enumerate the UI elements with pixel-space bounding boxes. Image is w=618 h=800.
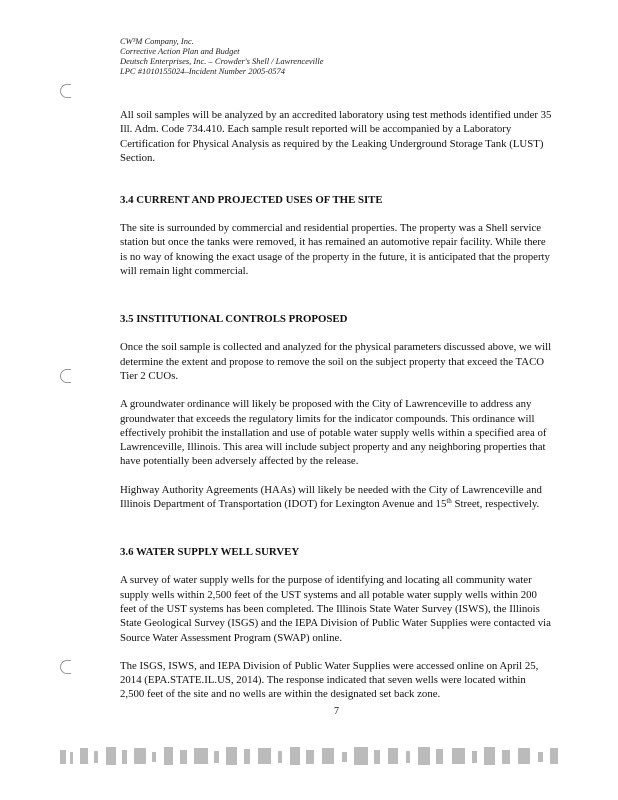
intro-paragraph: All soil samples will be analyzed by an accredited laboratory using test methods identified under 35 Ill. Adm. Code 734.410. Each sample result reported will be accompanied by a Laboratory Certification for Physical Analysis as required by the Leaking Underground Storage Tank (LUST) Section.: [120, 109, 552, 164]
haa-text-end: Street, respectively.: [451, 498, 540, 511]
scan-noise-strip: [60, 742, 560, 772]
section-3-4-paragraph: The site is surrounded by commercial and residential properties. The property was a Shell service station but once the tanks were removed, it has remained an automotive repair facility. While there is no way of knowing the exact usage of the property in the future, it is anticipated that the property will remain light commercial.: [120, 222, 550, 278]
punch-hole-mark: [60, 84, 71, 98]
punch-hole-mark: [60, 369, 71, 383]
section-3-5-paragraph-3: [120, 483, 552, 512]
header-site-name: Deutsch Enterprises, Inc. – Crowder's Shell / Lawrenceville: [120, 56, 324, 66]
section-3-5-heading: 3.5 INSTITUTIONAL CONTROLS PROPOSED: [120, 313, 348, 326]
header-incident-number: LPC #1010155024–Incident Number 2005-0574: [120, 66, 286, 76]
document-header: [120, 36, 324, 76]
section-3-5-paragraph-2: A groundwater ordinance will likely be proposed with the City of Lawrenceville to address any groundwater that exceeds the regulatory limits for the indicator compounds. This ordinance will effectively prohibit the installation and use of potable water supply wells within a specified area of Lawrenceville, Illinois. This area will include subject property and any neighboring properties that have potentially been adversely affected by the release.: [120, 398, 547, 468]
document-body: [120, 108, 552, 716]
section-3-6-paragraph-2: The ISGS, ISWS, and IEPA Division of Public Water Supplies were accessed online on April 25, 2014 (EPA.STATE.IL.US, 2014). The response indicated that seven wells were located within 2,500 feet of the site and no wells are within the designated set back zone.: [120, 659, 539, 701]
page-number: 7: [334, 706, 339, 717]
section-3-6-heading: 3.6 WATER SUPPLY WELL SURVEY: [120, 546, 300, 559]
section-3-4-heading: 3.4 CURRENT AND PROJECTED USES OF THE SITE: [120, 194, 383, 207]
ordinal-suffix: th: [446, 497, 452, 506]
section-3-6-paragraph-1: A survey of water supply wells for the purpose of identifying and locating all community water supply wells within 2,500 feet of the UST systems and all potable water supply wells within 200 feet of the UST systems has been completed. The Illinois State Water Survey (ISWS), the Illinois State Geological Survey (ISGS) and the IEPA Division of Public Water Supplies were contacted via Source Water Assessment Program (SWAP) online.: [120, 574, 551, 644]
section-3-5-paragraph-1: Once the soil sample is collected and analyzed for the physical parameters discussed above, we will determine the extent and propose to remove the soil on the subject property that exceed the TACO Tier 2 CUOs.: [120, 341, 552, 382]
haa-text: Highway Authority Agreements (HAAs) will likely be needed with the City of Lawrenceville and Illinois Department of Transportation (IDOT) for Lexington Avenue and 15: [120, 483, 542, 511]
header-report-title: Corrective Action Plan and Budget: [120, 46, 240, 56]
punch-hole-mark: [60, 660, 71, 674]
header-company: CW³M Company, Inc.: [120, 36, 194, 46]
